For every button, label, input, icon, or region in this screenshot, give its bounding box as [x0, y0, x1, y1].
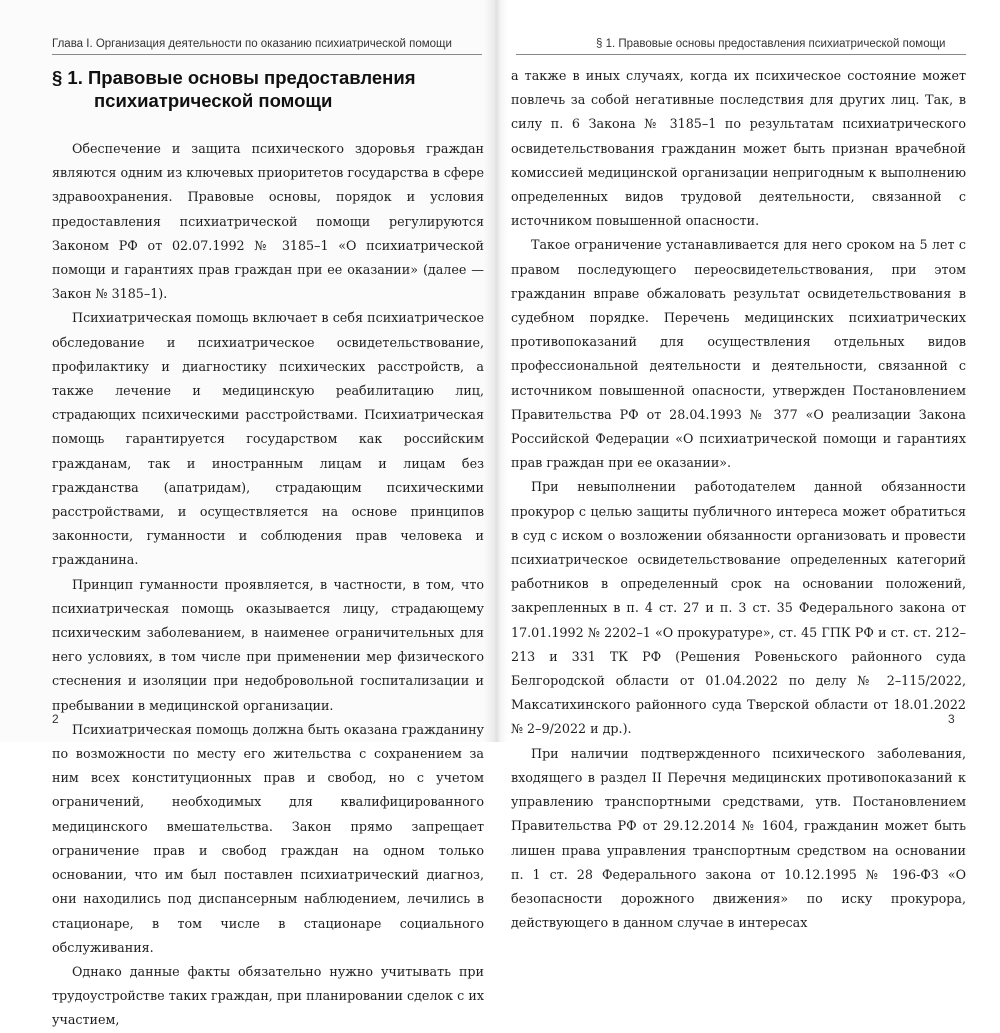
header-rule-left	[52, 54, 482, 55]
page-number-left: 2	[52, 712, 59, 726]
paragraph: Обеспечение и защита психического здоровья граждан являются одним из ключевых приоритетов государства в сфере здравоохранения. Правовые основы, порядок и условия предоставления психиатрической помощи регулируются Законом РФ от 02.07.1992 № 3185–1 «О психиатрической помощи и гарантиях прав граждан при ее оказании» (далее — Закон № 3185–1).	[52, 141, 484, 302]
right-page	[496, 0, 1000, 931]
paragraph: Такое ограничение устанавливается для него сроком на 5 лет с правом последующего переосвидетельствования, при этом гражданин вправе обжаловать результат освидетельствования в судебном порядке. Перечень медицинских психиатрических противопоказаний для осуществления отдельных видов профессиональной деятельности и деятельности, связанной с источником повышенной опасности, утвержден Постановлением Правительства РФ от 28.04.1993 № 377 «О реализации Закона Российской Федерации «О психиатрической помощи и гарантиях прав граждан при ее оказании».	[511, 237, 966, 471]
page-number-right: 3	[948, 712, 955, 726]
paragraph: При наличии подтвержденного психического заболевания, входящего в раздел II Перечня медицинских противопоказаний к управлению транспортными средствами, утв. Постановлением Правительства РФ от 29.12.2014 № 1604, гражданин может быть лишен права управления транспортным средством на основании п. 1 ст. 28 Федерального закона от 10.12.1995 № 196-ФЗ «О безопасности дорожного движения» по иску прокурора, действующего в данном случае в интересах	[511, 745, 966, 931]
left-page	[0, 0, 496, 1028]
paragraph: Психиатрическая помощь включает в себя психиатрическое обследование и психиатрическое освидетельствование, профилактику и диагностику психических расстройств, а также лечение и медицинскую реабилитацию лиц, страдающих психическими расстройствами. Психиатрическая помощь гарантируется государством как российским гражданам, так и иностранным лицам и лицам без гражданства (апатридам), страдающим психическими расстройствами, и осуществляется на основе принципов законности, гуманности и соблюдения прав человека и гражданина.	[52, 310, 484, 568]
paragraph: Психиатрическая помощь должна быть оказана гражданину по возможности по месту его жительства с сохранением за ним всех конституционных прав и свобод, но с учетом ограничений, необходимых для квалифицированного медицинского вмешательства. Закон прямо запрещает ограничение прав и свобод граждан на одном только основании, что им был поставлен психиатрический диагноз, они находились под диспансерным наблюдением, лечились в стационаре, в том числе в стационаре социального обслуживания.	[52, 721, 484, 955]
section-heading-line-1: § 1. Правовые основы предоставления	[52, 67, 416, 88]
section-heading	[52, 66, 472, 112]
right-body-text	[511, 64, 966, 935]
left-body-text	[52, 137, 484, 1033]
section-heading-line-2: психиатрической помощи	[94, 90, 333, 111]
paragraph: При невыполнении работодателем данной обязанности прокурор с целью защиты публичного интереса может обратиться в суд с иском о возложении обязанности организовать и провести психиатрическое освидетельствование определенных категорий работников в определенный срок на основании положений, закрепленных в п. 4 ст. 27 и п. 3 ст. 35 Федерального закона от 17.01.1992 № 2202–1 «О прокуратуре», ст. 45 ГПК РФ и ст. ст. 212–213 и 331 ТК РФ (Решения Ровеньского районного суда Белгородской области от 01.04.2022 по делу № 2–115/2022, Максатихинского районного суда Тверской области от 18.01.2022 № 2–9/2022 и др.).	[511, 479, 966, 737]
header-rule-right	[516, 54, 966, 55]
continued-paragraph: а также в иных случаях, когда их психическое состояние может повлечь за собой негативные последствия для других лиц. Так, в силу п. 6 Закона № 3185–1 по результатам психиатрического освидетельствования гражданин может быть признан врачебной комиссией медицинской организации непригодным к выполнению определенных видов трудовой деятельности, связанной с источником повышенной опасности.	[511, 68, 966, 229]
running-head-left: Глава I. Организация деятельности по оказанию психиатрической помощи	[52, 38, 452, 50]
paragraph: Однако данные факты обязательно нужно учитывать при трудоустройстве таких граждан, при планировании сделок с их участием,	[52, 963, 484, 1028]
paragraph: Принцип гуманности проявляется, в частности, в том, что психиатрическая помощь оказывается лицу, страдающему психическим заболеванием, в наименее ограничительных для него условиях, в том числе при применении мер физического стеснения и изоляции при недобровольной госпитализации и пребывании в медицинской организации.	[52, 576, 484, 713]
running-head-right: § 1. Правовые основы предоставления психиатрической помощи	[596, 38, 946, 50]
